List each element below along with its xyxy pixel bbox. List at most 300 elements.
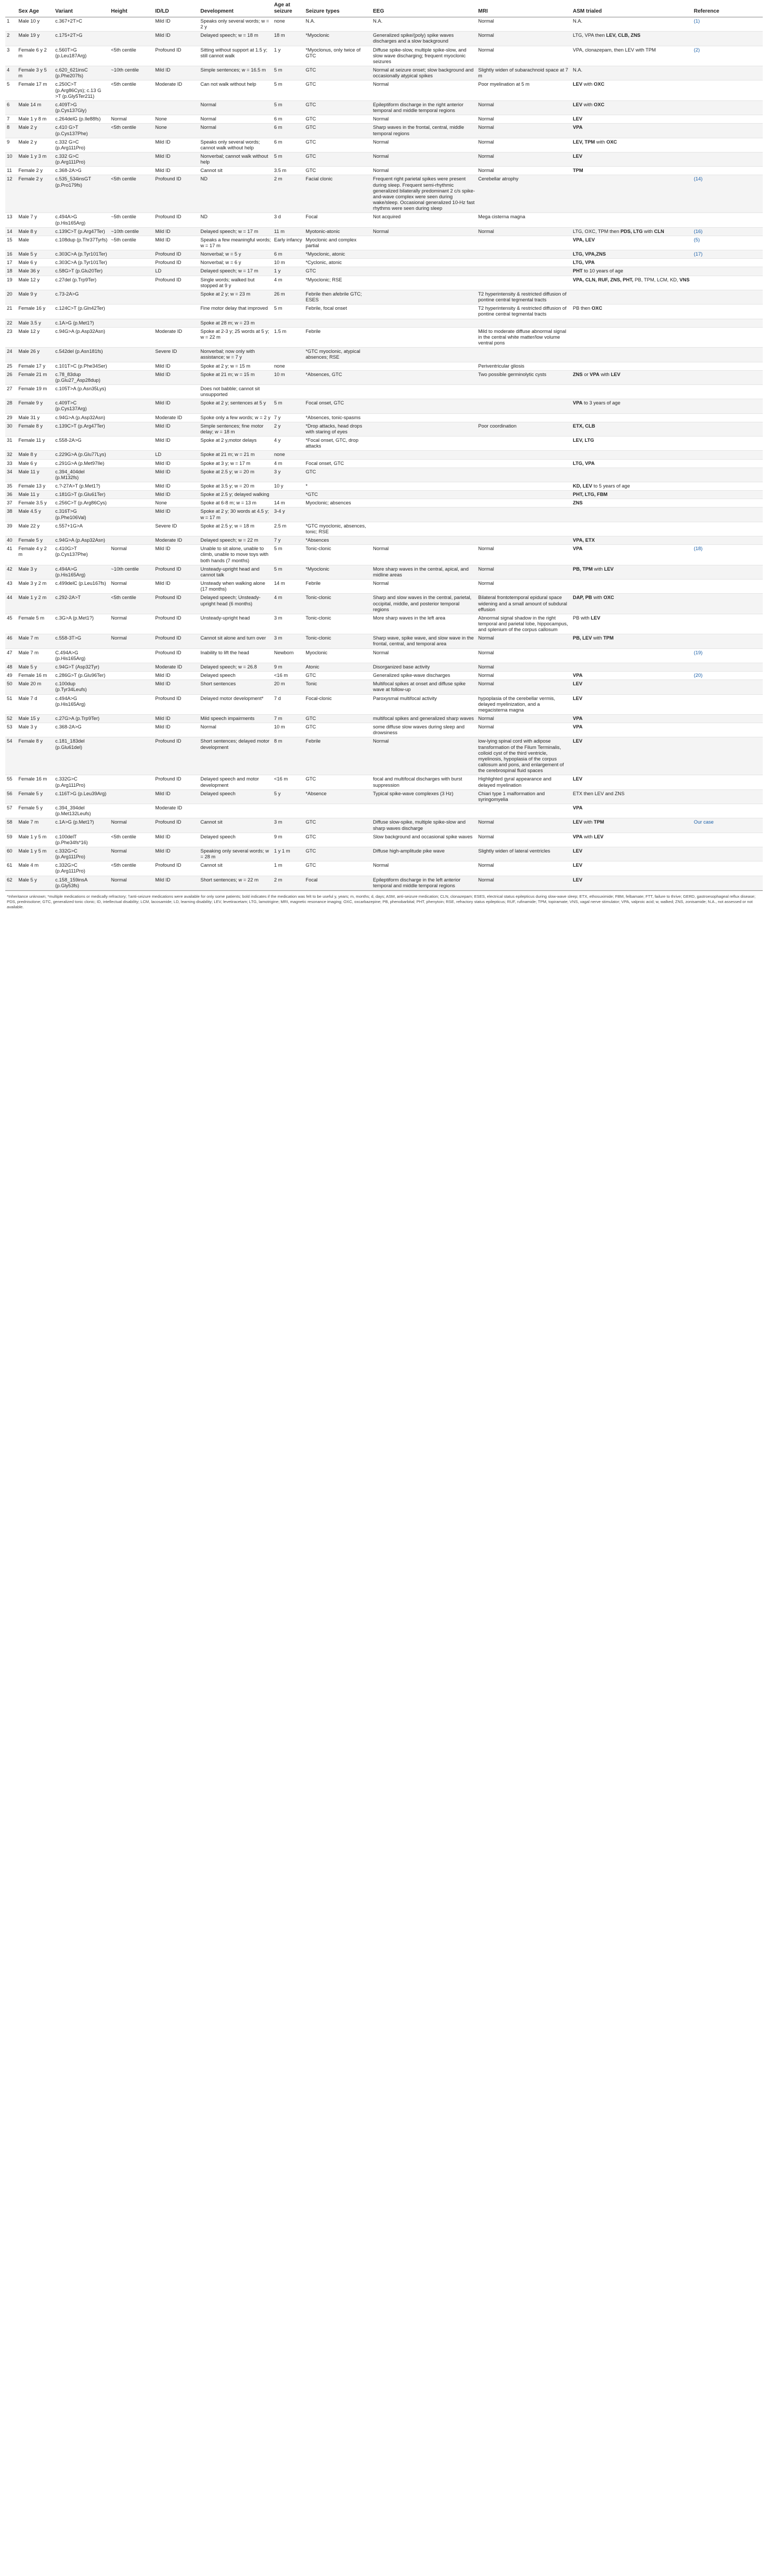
cell-mri: T2 hyperintensity & restricted diffusion of pontine central tegmental tracts bbox=[477, 290, 571, 304]
cell-number: 38 bbox=[5, 508, 17, 522]
clinical-features-table bbox=[5, 0, 763, 890]
cell-development: Spoke at 2.5 y; w = 18 m bbox=[199, 522, 272, 536]
table-row bbox=[5, 876, 763, 890]
cell-variant: c.94G>A (p.Asp32Asn) bbox=[54, 327, 109, 347]
cell-id-ld bbox=[154, 100, 199, 115]
cell-number: 5 bbox=[5, 80, 17, 100]
cell-sex-age: Male 12 y bbox=[17, 327, 54, 347]
cell-asm-trialed: KD, LEV to 5 years of age bbox=[571, 482, 692, 491]
cell-eeg bbox=[371, 236, 477, 250]
cell-id-ld: Profound ID bbox=[154, 737, 199, 775]
cell-variant: c.494A>G (p.His165Arg) bbox=[54, 694, 109, 714]
cell-seizure-types: GTC bbox=[304, 267, 371, 276]
table-row bbox=[5, 413, 763, 422]
cell-number: 22 bbox=[5, 319, 17, 327]
table-row bbox=[5, 100, 763, 115]
cell-mri bbox=[477, 499, 571, 508]
cell-mri: Normal bbox=[477, 715, 571, 723]
clinical-features-table-container bbox=[5, 0, 763, 910]
cell-eeg: Not acquired bbox=[371, 213, 477, 227]
cell-asm-trialed: ETX then LEV and ZNS bbox=[571, 789, 692, 804]
cell-sex-age: Female 8 y bbox=[17, 737, 54, 775]
cell-eeg bbox=[371, 267, 477, 276]
cell-mri: Poor myelination at 5 m bbox=[477, 80, 571, 100]
cell-reference bbox=[692, 100, 763, 115]
cell-height bbox=[109, 499, 154, 508]
cell-seizure-types bbox=[304, 804, 371, 818]
cell-sex-age: Female 17 y bbox=[17, 362, 54, 370]
cell-seizure-types: Tonic-clonic bbox=[304, 634, 371, 648]
cell-id-ld: Mild ID bbox=[154, 847, 199, 861]
cell-eeg bbox=[371, 437, 477, 451]
cell-asm-trialed: VPA bbox=[571, 715, 692, 723]
cell-height: ~5th centile bbox=[109, 213, 154, 227]
cell-mri bbox=[477, 267, 571, 276]
cell-eeg bbox=[371, 536, 477, 545]
cell-age-at-seizure: 5 m bbox=[272, 305, 304, 319]
cell-development: Delayed speech; Unsteady-upright head (6 months) bbox=[199, 594, 272, 614]
cell-development: Unsteady when walking alone (17 months) bbox=[199, 580, 272, 594]
cell-seizure-types: *Myoclonic, atonic bbox=[304, 250, 371, 259]
cell-asm-trialed: LEV bbox=[571, 680, 692, 694]
cell-asm-trialed bbox=[571, 663, 692, 671]
cell-sex-age: Male 2 y bbox=[17, 124, 54, 138]
cell-id-ld: Mild ID bbox=[154, 362, 199, 370]
cell-variant: c.332G>C (p.Arg111Pro) bbox=[54, 775, 109, 789]
cell-variant: c.116T>G (p.Leu39Arg) bbox=[54, 789, 109, 804]
cell-variant: c.229G>A (p.Glu77Lys) bbox=[54, 451, 109, 459]
cell-mri: Slightly widen of subarachnoid space at 7 m bbox=[477, 66, 571, 80]
header-number bbox=[5, 0, 17, 17]
cell-mri: Normal bbox=[477, 115, 571, 124]
cell-id-ld: Profound ID bbox=[154, 250, 199, 259]
table-row bbox=[5, 672, 763, 680]
cell-id-ld: Mild ID bbox=[154, 789, 199, 804]
cell-id-ld: Mild ID bbox=[154, 17, 199, 32]
cell-asm-trialed: LEV, TPM with OXC bbox=[571, 138, 692, 152]
cell-sex-age: Female 5 y bbox=[17, 536, 54, 545]
cell-number: 57 bbox=[5, 804, 17, 818]
cell-id-ld: Profound ID bbox=[154, 648, 199, 663]
table-row bbox=[5, 482, 763, 491]
cell-number: 15 bbox=[5, 236, 17, 250]
cell-number: 31 bbox=[5, 437, 17, 451]
table-row bbox=[5, 259, 763, 267]
cell-seizure-types: GTC bbox=[304, 80, 371, 100]
cell-mri: Abnormal signal shadow in the right temporal and parietal lobe, hippocampus, and splenium of the corpus callosum bbox=[477, 614, 571, 634]
cell-id-ld: Moderate ID bbox=[154, 327, 199, 347]
cell-asm-trialed bbox=[571, 508, 692, 522]
cell-development: Delayed speech bbox=[199, 789, 272, 804]
cell-seizure-types: GTC bbox=[304, 468, 371, 482]
cell-id-ld: Profound ID bbox=[154, 565, 199, 579]
cell-sex-age: Male 10 y bbox=[17, 17, 54, 32]
cell-number: 26 bbox=[5, 370, 17, 384]
cell-eeg: Slow background and occasional spike waves bbox=[371, 833, 477, 847]
cell-height bbox=[109, 536, 154, 545]
cell-number: 18 bbox=[5, 267, 17, 276]
cell-asm-trialed: VPA bbox=[571, 545, 692, 565]
cell-development: Spoke at 2 y; w = 23 m bbox=[199, 290, 272, 304]
cell-reference bbox=[692, 715, 763, 723]
cell-seizure-types: *GTC myoclonic, atypical absences; RSE bbox=[304, 348, 371, 362]
cell-height: <5th centile bbox=[109, 80, 154, 100]
cell-mri bbox=[477, 451, 571, 459]
cell-height bbox=[109, 468, 154, 482]
cell-seizure-types: Myoclonic; absences bbox=[304, 499, 371, 508]
table-row bbox=[5, 468, 763, 482]
cell-variant: c.264delG (p.Ile88fs) bbox=[54, 115, 109, 124]
header-eeg: EEG bbox=[371, 0, 477, 17]
table-row bbox=[5, 580, 763, 594]
cell-variant: c.542del (p.Asn181fs) bbox=[54, 348, 109, 362]
cell-development: Nonverbal; now only with assistance; w = 7 y bbox=[199, 348, 272, 362]
cell-development: Unsteady-upright head bbox=[199, 614, 272, 634]
cell-mri: Normal bbox=[477, 861, 571, 876]
cell-mri: Normal bbox=[477, 17, 571, 32]
cell-development: Delayed speech and motor development bbox=[199, 775, 272, 789]
cell-variant: c.368-2A>G bbox=[54, 167, 109, 175]
cell-height: Normal bbox=[109, 818, 154, 833]
cell-sex-age: Female 5 m bbox=[17, 614, 54, 634]
cell-asm-trialed: VPA with LEV bbox=[571, 833, 692, 847]
cell-mri: Chiari type 1 malformation and syringomyelia bbox=[477, 789, 571, 804]
cell-sex-age: Male 3.5 y bbox=[17, 319, 54, 327]
cell-development: Cannot sit bbox=[199, 861, 272, 876]
cell-development: Simple sentences; fine motor delay; w = 18 m bbox=[199, 422, 272, 436]
cell-number: 42 bbox=[5, 565, 17, 579]
cell-asm-trialed: DAP, PB with OXC bbox=[571, 594, 692, 614]
table-row bbox=[5, 167, 763, 175]
table-row bbox=[5, 422, 763, 436]
cell-sex-age: Male 31 y bbox=[17, 413, 54, 422]
table-row bbox=[5, 46, 763, 66]
cell-eeg: Normal bbox=[371, 138, 477, 152]
cell-reference bbox=[692, 482, 763, 491]
cell-seizure-types: GTC bbox=[304, 167, 371, 175]
cell-variant: c.316T>G (p.Phe106Val) bbox=[54, 508, 109, 522]
cell-age-at-seizure: 10 m bbox=[272, 259, 304, 267]
header-development: Development bbox=[199, 0, 272, 17]
cell-id-ld: Moderate ID bbox=[154, 413, 199, 422]
cell-asm-trialed: LTG, VPA bbox=[571, 259, 692, 267]
cell-development: Speaking only several words; w = 28 m bbox=[199, 847, 272, 861]
cell-age-at-seizure: 1 y bbox=[272, 267, 304, 276]
cell-eeg bbox=[371, 384, 477, 399]
cell-reference: (19) bbox=[692, 648, 763, 663]
cell-mri bbox=[477, 384, 571, 399]
cell-asm-trialed bbox=[571, 348, 692, 362]
cell-asm-trialed: VPA bbox=[571, 804, 692, 818]
cell-reference: (20) bbox=[692, 672, 763, 680]
cell-reference bbox=[692, 384, 763, 399]
cell-reference bbox=[692, 508, 763, 522]
cell-variant: c.410 G>T (p.Cys137Phe) bbox=[54, 124, 109, 138]
cell-sex-age: Male 19 y bbox=[17, 32, 54, 46]
cell-variant: c.332 G>C (p.Arg111Pro) bbox=[54, 152, 109, 166]
cell-age-at-seizure: 5 m bbox=[272, 152, 304, 166]
cell-mri: Normal bbox=[477, 227, 571, 236]
cell-number: 11 bbox=[5, 167, 17, 175]
cell-sex-age: Male 3 y bbox=[17, 565, 54, 579]
cell-variant: c.332G>C (p.Arg111Pro) bbox=[54, 847, 109, 861]
table-row bbox=[5, 508, 763, 522]
cell-number: 39 bbox=[5, 522, 17, 536]
cell-reference bbox=[692, 348, 763, 362]
cell-seizure-types: *Myoclonus, only twice of GTC bbox=[304, 46, 371, 66]
cell-number: 48 bbox=[5, 663, 17, 671]
cell-development: Fine motor delay that improved bbox=[199, 305, 272, 319]
cell-height bbox=[109, 348, 154, 362]
cell-seizure-types: Tonic bbox=[304, 680, 371, 694]
cell-eeg: Normal bbox=[371, 80, 477, 100]
cell-asm-trialed: ZNS bbox=[571, 499, 692, 508]
table-row bbox=[5, 833, 763, 847]
cell-variant: c.558-3T>G bbox=[54, 634, 109, 648]
cell-asm-trialed: LEV bbox=[571, 737, 692, 775]
cell-seizure-types: GTC bbox=[304, 115, 371, 124]
cell-reference bbox=[692, 789, 763, 804]
cell-seizure-types: Febrile, focal onset bbox=[304, 305, 371, 319]
cell-height bbox=[109, 491, 154, 499]
cell-number: 45 bbox=[5, 614, 17, 634]
cell-asm-trialed: LEV, LTG bbox=[571, 437, 692, 451]
cell-sex-age: Female 16 m bbox=[17, 672, 54, 680]
cell-height bbox=[109, 482, 154, 491]
cell-number: 2 bbox=[5, 32, 17, 46]
cell-age-at-seizure: 2 m bbox=[272, 876, 304, 890]
cell-development: Spoke at 2-3 y; 25 words at 5 y; w = 22 m bbox=[199, 327, 272, 347]
cell-sex-age: Male 20 m bbox=[17, 680, 54, 694]
table-row bbox=[5, 545, 763, 565]
cell-variant: c.94G>A (p.Asp32Asn) bbox=[54, 536, 109, 545]
cell-mri: Periventricular gliosis bbox=[477, 362, 571, 370]
cell-sex-age: Female 16 m bbox=[17, 775, 54, 789]
cell-number: 44 bbox=[5, 594, 17, 614]
cell-eeg: Normal bbox=[371, 545, 477, 565]
cell-sex-age: Female 3 y 5 m bbox=[17, 66, 54, 80]
cell-id-ld: Mild ID bbox=[154, 468, 199, 482]
cell-number: 35 bbox=[5, 482, 17, 491]
cell-development: Speaks only several words; w = 2 y bbox=[199, 17, 272, 32]
cell-development: Unsteady-upright head and cannot talk bbox=[199, 565, 272, 579]
cell-eeg bbox=[371, 451, 477, 459]
cell-age-at-seizure: 18 m bbox=[272, 32, 304, 46]
table-row bbox=[5, 124, 763, 138]
cell-asm-trialed: PB, TPM with LEV bbox=[571, 565, 692, 579]
cell-asm-trialed: VPA to 3 years of age bbox=[571, 399, 692, 413]
cell-eeg bbox=[371, 319, 477, 327]
header-id-ld: ID/LD bbox=[154, 0, 199, 17]
table-row bbox=[5, 663, 763, 671]
table-header-row bbox=[5, 0, 763, 17]
cell-sex-age: Male 6 y bbox=[17, 259, 54, 267]
cell-age-at-seizure bbox=[272, 491, 304, 499]
cell-height: Normal bbox=[109, 614, 154, 634]
cell-sex-age: Male 2 y bbox=[17, 138, 54, 152]
cell-id-ld: Mild ID bbox=[154, 399, 199, 413]
table-row bbox=[5, 723, 763, 737]
cell-age-at-seizure bbox=[272, 319, 304, 327]
cell-age-at-seizure: 6 m bbox=[272, 250, 304, 259]
cell-variant: c.181G>T (p.Glu61Ter) bbox=[54, 491, 109, 499]
cell-age-at-seizure: 6 m bbox=[272, 138, 304, 152]
cell-asm-trialed bbox=[571, 413, 692, 422]
cell-development: Unable to sit alone, unable to climb, unable to move toys with both hands (7 months) bbox=[199, 545, 272, 565]
cell-number: 58 bbox=[5, 818, 17, 833]
cell-asm-trialed bbox=[571, 175, 692, 213]
cell-mri: Highlighted gyral appearance and delayed myelination bbox=[477, 775, 571, 789]
cell-height bbox=[109, 775, 154, 789]
cell-number: 52 bbox=[5, 715, 17, 723]
cell-eeg: Diffuse spike-slow, multiple spike-slow, and slow wave discharging; frequent myoclonic seizures bbox=[371, 46, 477, 66]
cell-reference bbox=[692, 276, 763, 290]
cell-development: Spoke only a few words; w = 2 y bbox=[199, 413, 272, 422]
cell-sex-age: Female 13 y bbox=[17, 482, 54, 491]
cell-age-at-seizure: 2 y bbox=[272, 422, 304, 436]
table-row bbox=[5, 348, 763, 362]
cell-age-at-seizure: 2 m bbox=[272, 175, 304, 213]
cell-variant: c.124C>T (p.Gln42Ter) bbox=[54, 305, 109, 319]
cell-seizure-types: GTC bbox=[304, 100, 371, 115]
cell-age-at-seizure: Early infancy bbox=[272, 236, 304, 250]
cell-number: 23 bbox=[5, 327, 17, 347]
cell-number: 30 bbox=[5, 422, 17, 436]
cell-age-at-seizure: 10 m bbox=[272, 370, 304, 384]
cell-height: Normal bbox=[109, 876, 154, 890]
cell-reference bbox=[692, 362, 763, 370]
cell-mri: Normal bbox=[477, 138, 571, 152]
cell-reference bbox=[692, 522, 763, 536]
cell-height: <5th centile bbox=[109, 861, 154, 876]
cell-height bbox=[109, 737, 154, 775]
table-row bbox=[5, 236, 763, 250]
cell-asm-trialed: LEV bbox=[571, 775, 692, 789]
cell-number: 17 bbox=[5, 259, 17, 267]
cell-mri: Normal bbox=[477, 46, 571, 66]
cell-age-at-seizure: 10 y bbox=[272, 482, 304, 491]
cell-variant: c.73-2A>G bbox=[54, 290, 109, 304]
cell-age-at-seizure: none bbox=[272, 17, 304, 32]
cell-seizure-types: Myotonic-atonic bbox=[304, 227, 371, 236]
cell-eeg bbox=[371, 250, 477, 259]
cell-variant: c.535_534insGT (p.Pro179fs) bbox=[54, 175, 109, 213]
header-sex-age: Sex Age bbox=[17, 0, 54, 17]
cell-id-ld: Mild ID bbox=[154, 491, 199, 499]
cell-id-ld: Profound ID bbox=[154, 213, 199, 227]
cell-mri bbox=[477, 348, 571, 362]
cell-sex-age: Male 11 y bbox=[17, 491, 54, 499]
cell-sex-age: Male 12 y bbox=[17, 276, 54, 290]
table-row bbox=[5, 737, 763, 775]
cell-asm-trialed: LEV bbox=[571, 861, 692, 876]
cell-age-at-seizure: 9 m bbox=[272, 833, 304, 847]
cell-number: 3 bbox=[5, 46, 17, 66]
cell-height bbox=[109, 100, 154, 115]
cell-mri: Normal bbox=[477, 545, 571, 565]
cell-development: Spoke at 2 y; 30 words at 4.5 y; w = 17 m bbox=[199, 508, 272, 522]
cell-number: 25 bbox=[5, 362, 17, 370]
cell-seizure-types bbox=[304, 362, 371, 370]
cell-reference bbox=[692, 861, 763, 876]
cell-mri bbox=[477, 236, 571, 250]
cell-mri: Bilateral frontotemporal epidural space widening and a small amount of subdural effusion bbox=[477, 594, 571, 614]
cell-mri bbox=[477, 276, 571, 290]
table-row bbox=[5, 789, 763, 804]
cell-seizure-types bbox=[304, 508, 371, 522]
cell-seizure-types: Myoclonic bbox=[304, 648, 371, 663]
cell-reference bbox=[692, 370, 763, 384]
header-asm-trialed: ASM trialed bbox=[571, 0, 692, 17]
cell-development: Can not walk without help bbox=[199, 80, 272, 100]
cell-height bbox=[109, 267, 154, 276]
header-mri: MRI bbox=[477, 0, 571, 17]
cell-number: 41 bbox=[5, 545, 17, 565]
cell-seizure-types: * bbox=[304, 482, 371, 491]
cell-id-ld: Profound ID bbox=[154, 594, 199, 614]
cell-mri: Normal bbox=[477, 124, 571, 138]
cell-reference: (18) bbox=[692, 545, 763, 565]
cell-sex-age: Male 3 y 2 m bbox=[17, 580, 54, 594]
cell-eeg bbox=[371, 370, 477, 384]
cell-variant: c.1A>G (p.Met1?) bbox=[54, 818, 109, 833]
cell-age-at-seizure: 5 m bbox=[272, 66, 304, 80]
cell-height bbox=[109, 384, 154, 399]
cell-asm-trialed: VPA, LEV bbox=[571, 236, 692, 250]
cell-reference bbox=[692, 491, 763, 499]
table-row bbox=[5, 384, 763, 399]
cell-age-at-seizure: 8 m bbox=[272, 737, 304, 775]
cell-id-ld bbox=[154, 384, 199, 399]
table-row bbox=[5, 847, 763, 861]
cell-seizure-types: GTC bbox=[304, 775, 371, 789]
cell-id-ld: Mild ID bbox=[154, 370, 199, 384]
table-row bbox=[5, 370, 763, 384]
cell-eeg bbox=[371, 482, 477, 491]
cell-eeg: Normal bbox=[371, 227, 477, 236]
cell-development: Inability to lift the head bbox=[199, 648, 272, 663]
cell-age-at-seizure: 26 m bbox=[272, 290, 304, 304]
cell-development: Mild speech impairments bbox=[199, 715, 272, 723]
cell-variant: c.94G>A (p.Asp32Asn) bbox=[54, 413, 109, 422]
cell-height: <5th centile bbox=[109, 46, 154, 66]
cell-sex-age: Male 9 y bbox=[17, 290, 54, 304]
cell-age-at-seizure: 1 y 1 m bbox=[272, 847, 304, 861]
cell-development: Spoke at 3.5 y; w = 20 m bbox=[199, 482, 272, 491]
cell-mri bbox=[477, 459, 571, 468]
cell-asm-trialed bbox=[571, 290, 692, 304]
table-row bbox=[5, 536, 763, 545]
cell-variant: c.558-2A>G bbox=[54, 437, 109, 451]
table-row bbox=[5, 175, 763, 213]
cell-sex-age: Male 1 y 3 m bbox=[17, 152, 54, 166]
cell-sex-age: Female 8 y bbox=[17, 422, 54, 436]
cell-number: 21 bbox=[5, 305, 17, 319]
cell-development: Does not babble; cannot sit unsupported bbox=[199, 384, 272, 399]
cell-seizure-types: GTC bbox=[304, 672, 371, 680]
cell-development: Short sentences; delayed motor development bbox=[199, 737, 272, 775]
cell-reference bbox=[692, 451, 763, 459]
cell-eeg: Sharp wave, spike wave, and slow wave in the frontal, central, and temporal area bbox=[371, 634, 477, 648]
cell-asm-trialed: LEV bbox=[571, 115, 692, 124]
cell-height: ~5th centile bbox=[109, 236, 154, 250]
cell-reference bbox=[692, 680, 763, 694]
cell-eeg bbox=[371, 290, 477, 304]
cell-eeg bbox=[371, 522, 477, 536]
cell-variant: c.181_183del (p.Glu61del) bbox=[54, 737, 109, 775]
cell-asm-trialed: LEV with TPM bbox=[571, 818, 692, 833]
cell-mri: Normal bbox=[477, 833, 571, 847]
